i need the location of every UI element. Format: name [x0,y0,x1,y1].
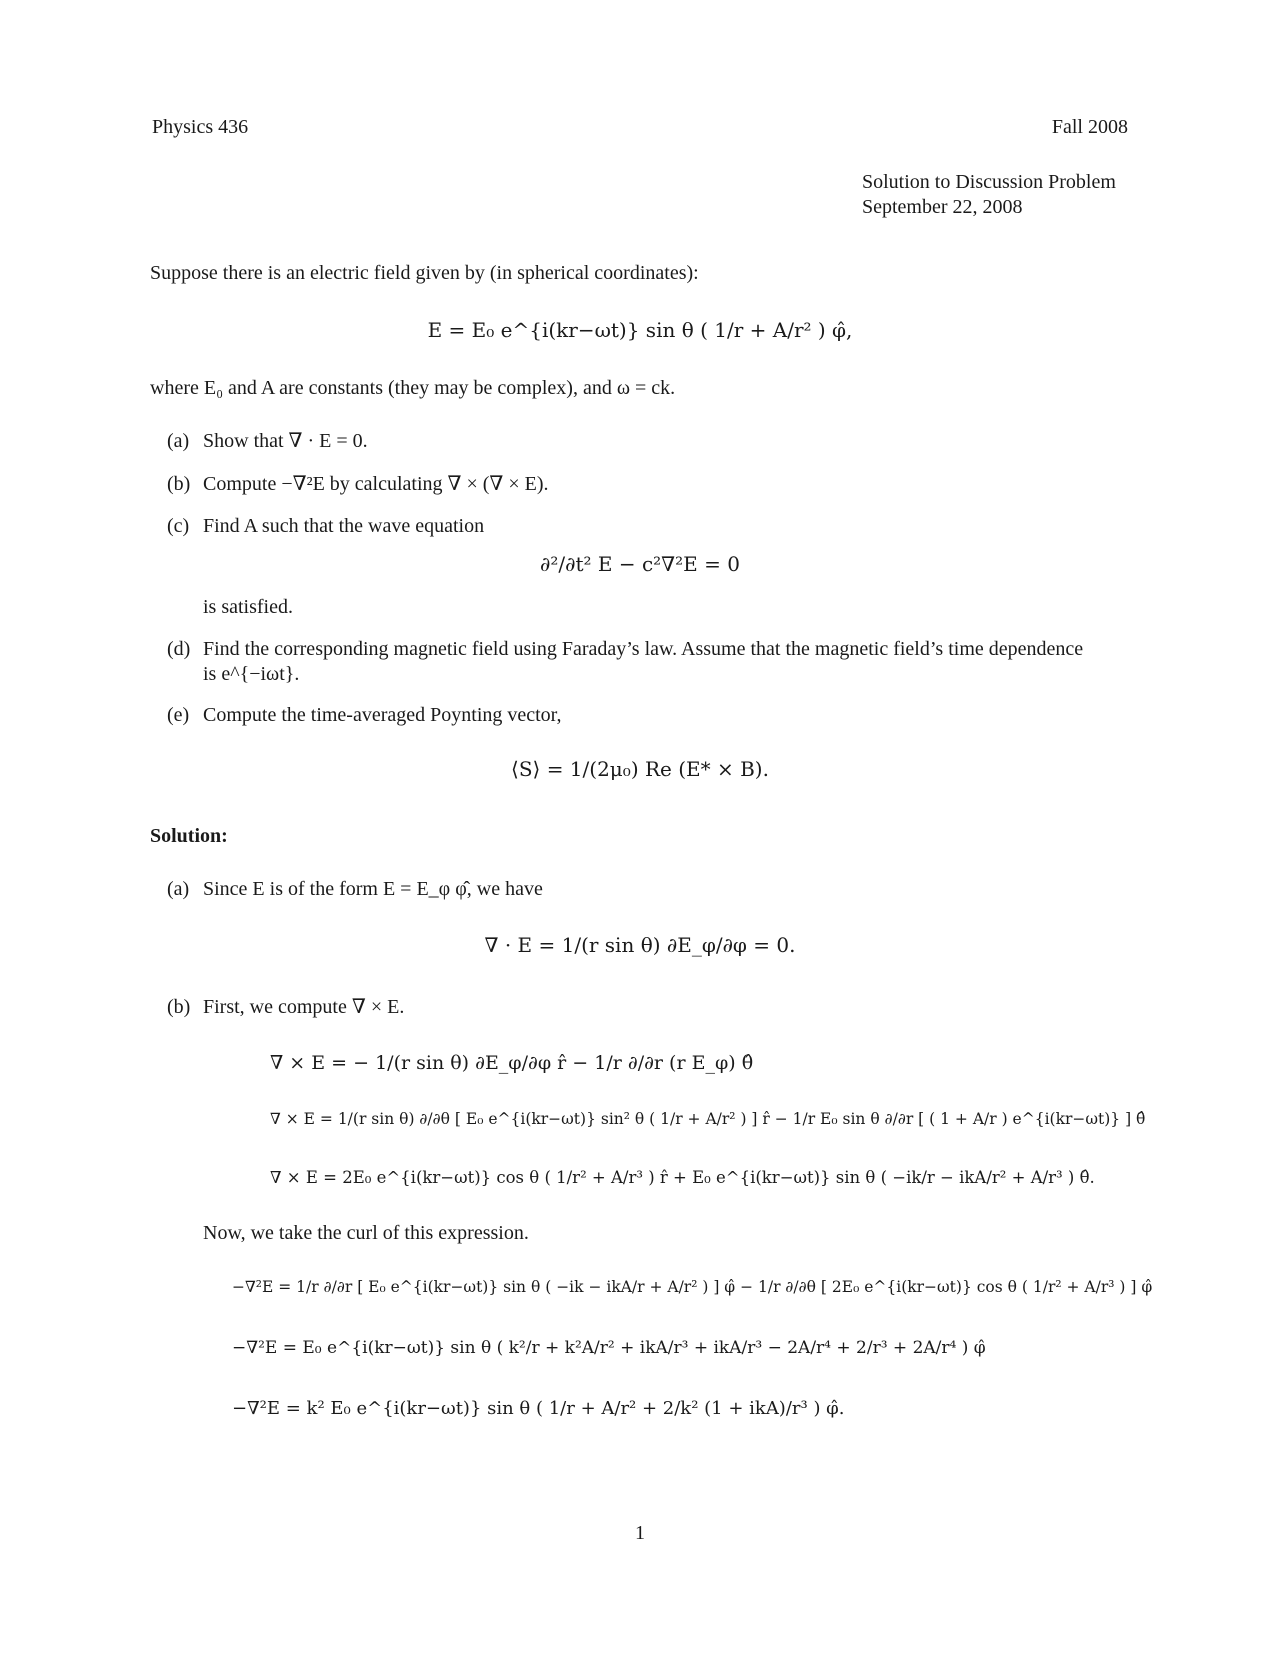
term: Fall 2008 [1051,116,1128,138]
part-b-label: (b) [167,473,191,495]
equation-divergence: ∇ · E = 1/(r sin θ) ∂E_φ/∂φ = 0. [484,933,796,957]
curl-line-3: ∇ × E = 2E₀ e^{i(kr−ωt)} cos θ ( 1/r² + A/r³ ) r̂ + E₀ e^{i(kr−ωt)} sin θ ( −ik/r − ikA/r² + A/r³ ) θ̂. [270,1168,1095,1187]
curl-line-2: ∇ × E = 1/(r sin θ) ∂/∂θ [ E₀ e^{i(kr−ωt)} sin² θ ( 1/r + A/r² ) ] r̂ − 1/r E₀ sin θ ∂/∂r [ ( 1 + A/r ) e^{i(kr−ωt)} ] θ̂ [270,1110,1146,1128]
satisfied-text: is satisfied. [203,596,293,618]
solution-b-text: First, we compute ∇ × E. [203,996,405,1018]
part-b-text: Compute −∇²E by calculating ∇ × (∇ × E). [203,473,549,495]
laplacian-line-1: −∇²E = 1/r ∂/∂r [ E₀ e^{i(kr−ωt)} sin θ ( −ik − ikA/r + A/r² ) ] φ̂ − 1/r ∂/∂θ [ 2E₀ e^{i(kr−ωt)} cos θ ( 1/r² + A/r³ ) ] φ̂ [232,1278,1153,1296]
equation-poynting: ⟨S⟩ = 1/(2μ₀) Re (E* × B). [511,757,769,781]
equation-wave: ∂²/∂t² E − c²∇²E = 0 [540,552,740,576]
constants-note: where E₀ and A are constants (they may be complex), and ω = ck. [150,377,676,399]
problem-intro: Suppose there is an electric field given by (in spherical coordinates): [150,262,699,284]
part-e-text: Compute the time-averaged Poynting vector, [203,704,562,726]
part-e-label: (e) [167,704,190,726]
now-text: Now, we take the curl of this expression. [203,1222,529,1244]
part-c-text: Find A such that the wave equation [203,515,485,537]
part-d-label: (d) [167,638,191,660]
course-title: Physics 436 [152,116,249,138]
laplacian-line-2: −∇²E = E₀ e^{i(kr−ωt)} sin θ ( k²/r + k²A/r² + ikA/r³ + ikA/r³ − 2A/r⁴ + 2/r³ + 2A/r⁴ ) φ̂ [232,1338,986,1358]
laplacian-line-3: −∇²E = k² E₀ e^{i(kr−ωt)} sin θ ( 1/r + A/r² + 2/k² (1 + ikA)/r³ ) φ̂. [232,1398,845,1419]
equation-electric-field: E = E₀ e^{i(kr−ωt)} sin θ ( 1/r + A/r² ) φ̂, [427,318,853,342]
curl-line-1: ∇ × E = − 1/(r sin θ) ∂E_φ/∂φ r̂ − 1/r ∂/∂r (r E_φ) θ̂ [270,1052,754,1074]
document-title: Solution to Discussion Problem [862,171,1116,193]
document-date: September 22, 2008 [862,196,1023,218]
solution-a-label: (a) [167,878,190,900]
part-a-label: (a) [167,430,190,452]
part-d-text-continued: is e^{−iωt}. [203,663,300,685]
page-number: 1 [635,1522,645,1544]
part-c-label: (c) [167,515,190,537]
part-d-text: Find the corresponding magnetic field using Faraday’s law. Assume that the magnetic field’s time dependence [203,638,1084,660]
solution-heading: Solution: [150,825,228,847]
solution-a-text: Since E is of the form E = E_φ φ̂, we have [203,878,543,900]
solution-b-label: (b) [167,996,191,1018]
part-a-text: Show that ∇ · E = 0. [203,430,368,452]
